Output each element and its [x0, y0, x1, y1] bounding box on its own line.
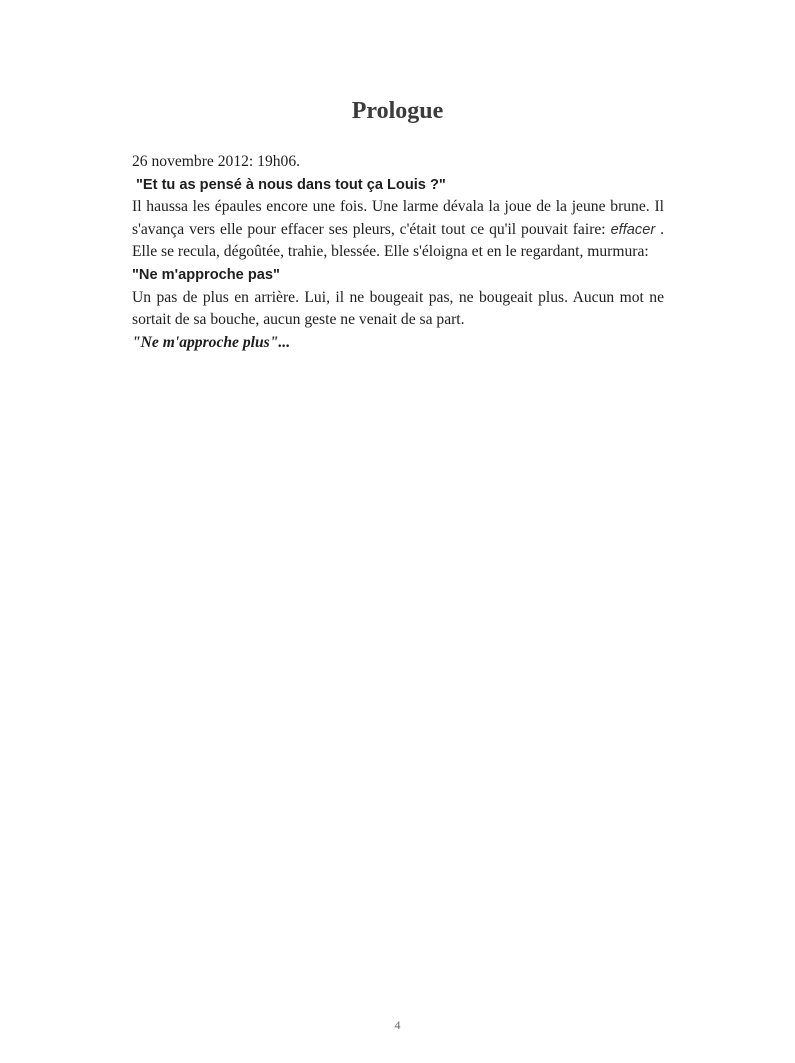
dialogue-line-1: "Et tu as pensé à nous dans tout ça Louis ?": [136, 176, 446, 193]
page-title: Prologue: [351, 98, 444, 124]
narrative-text-part-1: Il haussa les épaules encore une fois. Une larme dévala la joue de la jeune brune. Il s'avança vers elle pour effacer ses pleurs, c'était tout ce qu'il pouvait faire:: [132, 198, 664, 238]
narrative-text-part-2: . Elle se recula, dégoûtée, trahie, blessée. Elle s'éloigna et en le regardant, murmura:: [132, 220, 664, 261]
dialogue-line-2: "Ne m'approche pas": [132, 266, 280, 283]
prologue-body: [132, 151, 664, 354]
narrative-paragraph-1: [132, 196, 664, 264]
page-number: 4: [394, 1018, 401, 1032]
dialogue-line-3: "Ne m'approche plus"...: [132, 333, 291, 351]
narrative-paragraph-2: Un pas de plus en arrière. Lui, il ne bougeait pas, ne bougeait plus. Aucun mot ne sortait de sa bouche, aucun geste ne venait de sa part.: [132, 288, 664, 329]
emphasized-word: effacer: [610, 221, 656, 238]
date-line: 26 novembre 2012: 19h06.: [132, 153, 301, 170]
